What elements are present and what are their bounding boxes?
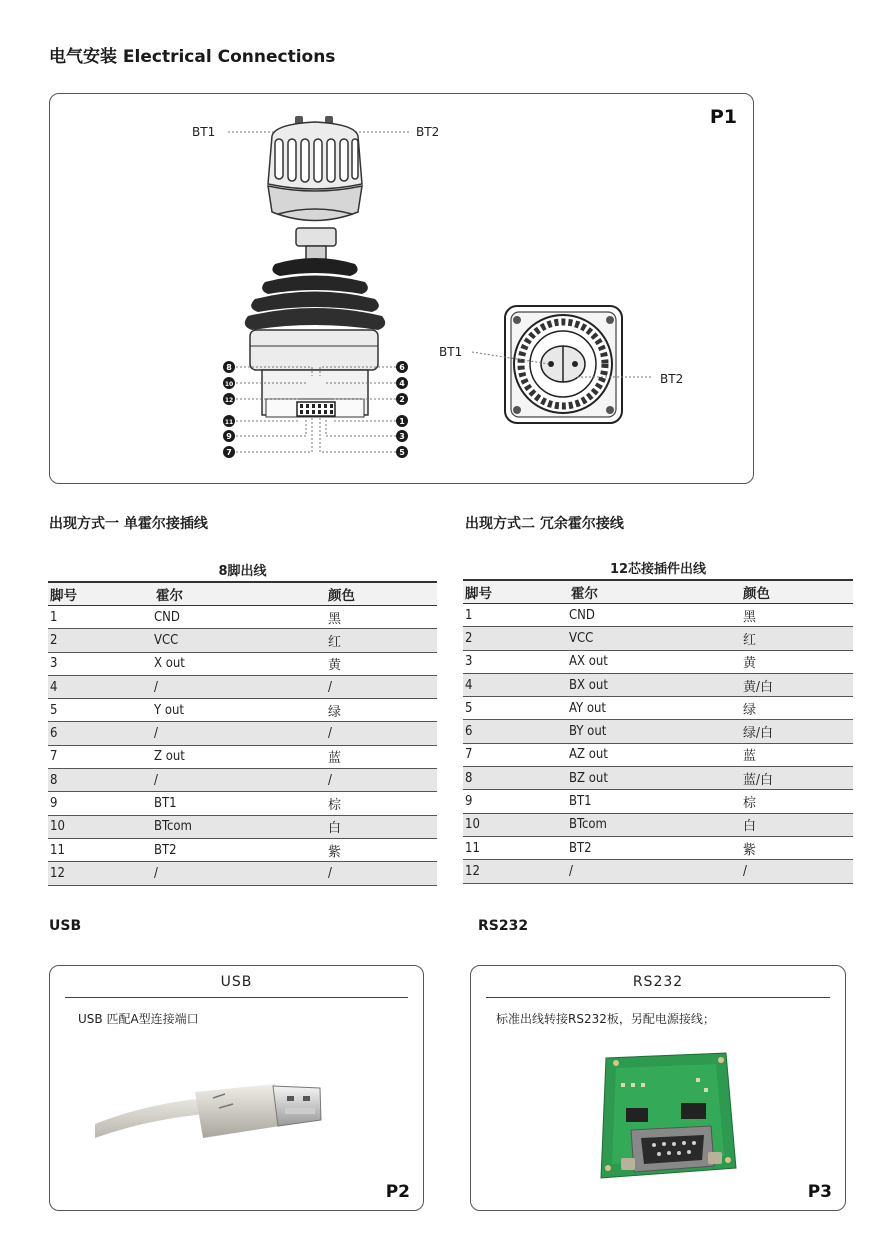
table-caption: 12芯接插件出线 — [609, 562, 707, 577]
pin-number-cell: 2 — [463, 627, 569, 650]
hall-signal-cell: VCC — [154, 629, 326, 652]
rs232-section-label: RS232 — [478, 918, 529, 934]
hall-signal-cell: / — [154, 862, 326, 885]
pin-number-label: 9 — [226, 432, 232, 441]
hall-signal-cell: BX out — [569, 673, 741, 696]
bt1-top-label: BT1 — [192, 125, 216, 139]
table-row — [463, 813, 853, 836]
rs232-board-image — [586, 1048, 746, 1193]
wire-color-cell: 白 — [326, 815, 437, 838]
pin-number-label: 10 — [224, 381, 234, 388]
pin-number-cell: 7 — [463, 743, 569, 766]
wire-color-cell: 紫 — [326, 838, 437, 861]
col-color: 颜色 — [326, 582, 437, 606]
table-row — [48, 606, 437, 629]
pin-number-label: 5 — [399, 448, 405, 457]
pin-number-cell: 9 — [463, 790, 569, 813]
wire-color-cell: 绿 — [326, 699, 437, 722]
table-row — [463, 743, 853, 766]
col-color: 颜色 — [741, 580, 853, 604]
wire-color-cell: 蓝 — [326, 745, 437, 768]
usb-panel-desc: USB 匹配A型连接端口 — [78, 1012, 199, 1026]
rs232-panel-divider — [486, 997, 830, 998]
wire-color-cell: 绿 — [741, 697, 853, 720]
pin-number-cell: 6 — [48, 722, 154, 745]
pin-number-cell: 2 — [48, 629, 154, 652]
wire-color-cell: / — [326, 862, 437, 885]
page-heading: 电气安装 Electrical Connections — [49, 47, 336, 67]
wire-color-cell: 绿/白 — [741, 720, 853, 743]
usb-section-label: USB — [49, 918, 82, 934]
hall-signal-cell: BT1 — [569, 790, 741, 813]
bt2-top-label: BT2 — [416, 125, 440, 139]
pin-number-label: 12 — [224, 397, 234, 404]
pin-number-label: 2 — [399, 395, 405, 404]
panel-tag-p3: P3 — [807, 1182, 832, 1202]
hall-signal-cell: Y out — [154, 699, 326, 722]
wire-color-cell: 紫 — [741, 836, 853, 859]
wire-color-cell: 白 — [741, 813, 853, 836]
wire-color-cell: / — [326, 722, 437, 745]
hall-signal-cell: BT2 — [569, 836, 741, 859]
hall-signal-cell: X out — [154, 652, 326, 675]
hall-signal-cell: AZ out — [569, 743, 741, 766]
bt2-side-label: BT2 — [660, 372, 684, 386]
wire-color-cell: 黄 — [741, 650, 853, 673]
pin-number-cell: 8 — [463, 767, 569, 790]
table-row — [48, 629, 437, 652]
usb-panel-title: USB — [220, 974, 253, 990]
hall-signal-cell: CND — [569, 604, 741, 627]
panel-tag-p1: P1 — [709, 106, 737, 128]
pin-number-label: 7 — [226, 448, 232, 457]
wire-color-cell: 棕 — [741, 790, 853, 813]
table-caption: 8脚出线 — [218, 564, 267, 579]
table-row — [48, 652, 437, 675]
pin-number-cell: 1 — [48, 606, 154, 629]
table-row — [463, 650, 853, 673]
table-row — [48, 745, 437, 768]
hall-signal-cell: BTcom — [569, 813, 741, 836]
pin-number-cell: 5 — [463, 697, 569, 720]
hall-signal-cell: / — [154, 675, 326, 698]
table-row — [48, 792, 437, 815]
usb-panel-divider — [65, 997, 408, 998]
pin-number-label: 11 — [224, 419, 234, 426]
pin-table-12 — [463, 561, 853, 884]
pin-number-cell: 8 — [48, 769, 154, 792]
wire-color-cell: / — [326, 769, 437, 792]
hall-signal-cell: BT2 — [154, 838, 326, 861]
pin-number-label: 8 — [226, 363, 232, 372]
table-row — [48, 699, 437, 722]
table-row — [463, 790, 853, 813]
pin-number-label: 3 — [399, 432, 405, 441]
col-pin: 脚号 — [48, 582, 154, 606]
pin-number-label: 6 — [399, 363, 405, 372]
table-row — [48, 769, 437, 792]
pin-number-cell: 12 — [48, 862, 154, 885]
left-pin-badges — [223, 361, 235, 458]
wire-color-cell: 黑 — [741, 604, 853, 627]
pin-number-cell: 11 — [463, 836, 569, 859]
hall-signal-cell: AX out — [569, 650, 741, 673]
pin-number-cell: 10 — [463, 813, 569, 836]
pin-number-cell: 12 — [463, 860, 569, 883]
pin-number-label: 1 — [399, 417, 405, 426]
hall-signal-cell: / — [569, 860, 741, 883]
bt1-side-label: BT1 — [439, 345, 463, 359]
table-row — [48, 862, 437, 885]
table-row — [48, 838, 437, 861]
section1-title: 出现方式一 单霍尔接插线 — [49, 516, 208, 532]
wire-color-cell: 黄 — [326, 652, 437, 675]
wire-color-cell: / — [326, 675, 437, 698]
table-row — [463, 767, 853, 790]
wire-color-cell: 棕 — [326, 792, 437, 815]
hall-signal-cell: BY out — [569, 720, 741, 743]
pin-number-cell: 5 — [48, 699, 154, 722]
usb-cable-image — [95, 1076, 335, 1156]
table-row — [48, 675, 437, 698]
table-row — [463, 836, 853, 859]
col-pin: 脚号 — [463, 580, 569, 604]
pin-number-cell: 4 — [463, 673, 569, 696]
joystick-drawing — [50, 94, 753, 483]
table-row — [48, 815, 437, 838]
pin-number-cell: 9 — [48, 792, 154, 815]
hall-signal-cell: AY out — [569, 697, 741, 720]
hall-signal-cell: / — [154, 769, 326, 792]
wire-color-cell: 红 — [741, 627, 853, 650]
base-bottom-view — [505, 306, 622, 423]
hall-signal-cell: BT1 — [154, 792, 326, 815]
table-row — [463, 697, 853, 720]
pin-number-cell: 7 — [48, 745, 154, 768]
table-row — [463, 604, 853, 627]
wire-color-cell: 黑 — [326, 606, 437, 629]
table-row — [463, 720, 853, 743]
section2-title: 出现方式二 冗余霍尔接线 — [465, 516, 624, 532]
rs232-panel-title: RS232 — [632, 974, 684, 990]
wire-color-cell: / — [741, 860, 853, 883]
table-row — [48, 722, 437, 745]
pin-number-cell: 3 — [463, 650, 569, 673]
wire-color-cell: 蓝 — [741, 743, 853, 766]
hall-signal-cell: VCC — [569, 627, 741, 650]
usb-panel — [49, 965, 424, 1211]
pin-number-cell: 3 — [48, 652, 154, 675]
pin-table-8 — [48, 563, 437, 886]
panel-tag-p2: P2 — [385, 1182, 410, 1202]
table-row — [463, 673, 853, 696]
pin-number-cell: 4 — [48, 675, 154, 698]
pin-number-cell: 1 — [463, 604, 569, 627]
col-hall: 霍尔 — [154, 582, 326, 606]
wire-color-cell: 红 — [326, 629, 437, 652]
hall-signal-cell: Z out — [154, 745, 326, 768]
pin-number-cell: 11 — [48, 838, 154, 861]
right-pin-badges — [396, 361, 408, 458]
hall-signal-cell: CND — [154, 606, 326, 629]
table-row — [463, 627, 853, 650]
joystick-diagram-panel — [49, 93, 754, 484]
wire-color-cell: 蓝/白 — [741, 767, 853, 790]
pin-number-label: 4 — [399, 379, 405, 388]
rs232-panel-desc: 标准出线转接RS232板，另配电源接线； — [496, 1012, 715, 1026]
table-row — [463, 860, 853, 883]
pin-number-cell: 10 — [48, 815, 154, 838]
hall-signal-cell: / — [154, 722, 326, 745]
hall-signal-cell: BTcom — [154, 815, 326, 838]
rs232-panel — [470, 965, 846, 1211]
wire-color-cell: 黄/白 — [741, 673, 853, 696]
col-hall: 霍尔 — [569, 580, 741, 604]
pin-number-cell: 6 — [463, 720, 569, 743]
hall-signal-cell: BZ out — [569, 767, 741, 790]
